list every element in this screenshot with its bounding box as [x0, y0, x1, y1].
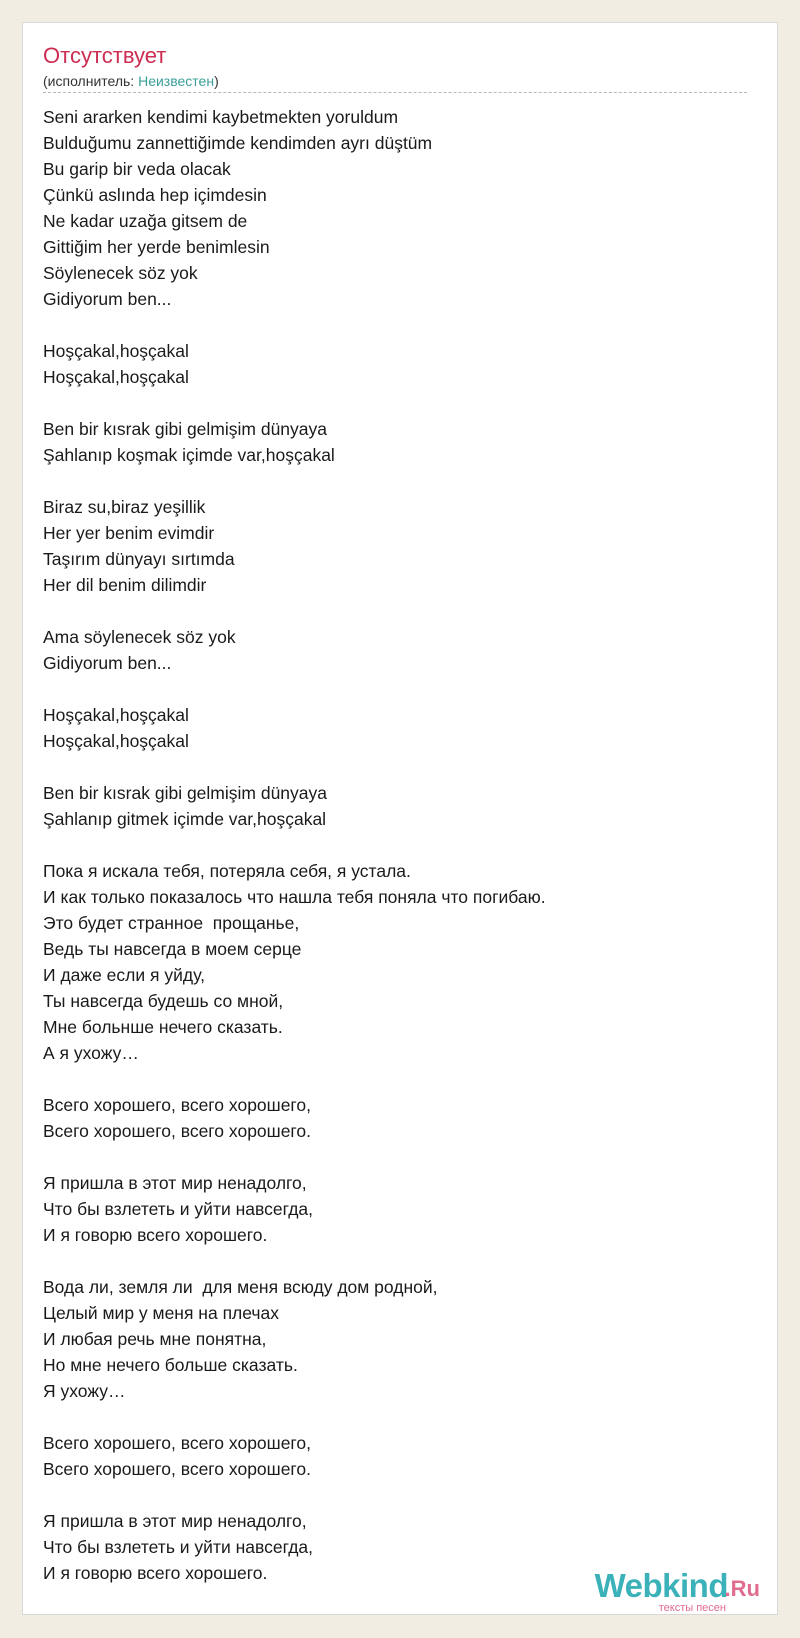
logo-tagline: тексты песен: [658, 1602, 726, 1614]
lyric-line: Hoşçakal,hoşçakal: [43, 731, 189, 751]
stanza-break: [43, 1482, 743, 1508]
lyric-line: Çünkü aslında hep içimdesin: [43, 185, 267, 205]
stanza-break: [43, 312, 743, 338]
stanza-break: [43, 832, 743, 858]
song-title: Отсутствует: [43, 43, 167, 68]
header-divider: [43, 92, 747, 93]
lyric-line: Seni ararken kendimi kaybetmekten yoruldum: [43, 107, 399, 127]
lyric-line: Я ухожу…: [43, 1381, 126, 1401]
stanza-break: [43, 1248, 743, 1274]
stanza-break: [43, 676, 743, 702]
lyric-line: Bulduğumu zannettiğimde kendimden ayrı düştüm: [43, 133, 433, 153]
lyric-line: Я пришла в этот мир ненадолго,: [43, 1173, 307, 1193]
lyric-line: И я говорю всего хорошего.: [43, 1225, 268, 1245]
logo-domain: .Ru: [724, 1576, 760, 1601]
lyric-line: Целый мир у меня на плечах: [43, 1303, 280, 1323]
lyric-line: Что бы взлететь и уйти навсегда,: [43, 1537, 313, 1557]
lyric-line: Ben bir kısrak gibi gelmişim dünyaya: [43, 783, 328, 803]
lyric-line: Ведь ты навсегда в моем серце: [43, 939, 302, 959]
lyric-line: Ben bir kısrak gibi gelmişim dünyaya: [43, 419, 328, 439]
lyric-line: Всего хорошего, всего хорошего.: [43, 1459, 312, 1479]
stanza-break: [43, 1404, 743, 1430]
lyric-line: Ты навсегда будешь со мной,: [43, 991, 284, 1011]
lyric-line: Но мне нечего больше сказать.: [43, 1355, 298, 1375]
lyric-line: А я ухожу…: [43, 1043, 139, 1063]
lyric-line: Это будет странное прощанье,: [43, 913, 300, 933]
stanza-break: [43, 1144, 743, 1170]
lyric-line: Taşırım dünyayı sırtımda: [43, 549, 235, 569]
lyric-line: Hoşçakal,hoşçakal: [43, 367, 189, 387]
lyric-line: Всего хорошего, всего хорошего,: [43, 1433, 312, 1453]
artist-prefix: (исполнитель:: [43, 73, 139, 89]
lyric-line: И как только показалось что нашла тебя поняла что погибаю.: [43, 887, 546, 907]
logo-wordmark: Webkind: [594, 1567, 728, 1604]
lyric-line: Hoşçakal,hoşçakal: [43, 705, 189, 725]
lyric-line: Что бы взлететь и уйти навсегда,: [43, 1199, 313, 1219]
site-logo[interactable]: [560, 1568, 760, 1614]
lyrics-text: [43, 104, 743, 1586]
lyric-line: И я говорю всего хорошего.: [43, 1563, 268, 1583]
lyric-line: Her dil benim dilimdir: [43, 575, 207, 595]
lyric-line: Her yer benim evimdir: [43, 523, 215, 543]
stanza-break: [43, 598, 743, 624]
lyric-line: Hoşçakal,hoşçakal: [43, 341, 189, 361]
stanza-break: [43, 754, 743, 780]
stanza-break: [43, 1066, 743, 1092]
lyric-line: Biraz su,biraz yeşillik: [43, 497, 206, 517]
lyric-line: Ne kadar uzağa gitsem de: [43, 211, 248, 231]
stanza-break: [43, 468, 743, 494]
lyrics-card: [22, 22, 778, 1615]
lyric-line: Мне больнше нечего сказать.: [43, 1017, 283, 1037]
lyric-line: Вода ли, земля ли для меня всюду дом родной,: [43, 1277, 438, 1297]
lyric-line: Всего хорошего, всего хорошего.: [43, 1121, 312, 1141]
lyric-line: Всего хорошего, всего хорошего,: [43, 1095, 312, 1115]
lyric-line: Söylenecek söz yok: [43, 263, 198, 283]
lyric-line: Şahlanıp gitmek içimde var,hoşçakal: [43, 809, 327, 829]
lyric-line: И любая речь мне понятна,: [43, 1329, 267, 1349]
lyric-line: Şahlanıp koşmak içimde var,hoşçakal: [43, 445, 335, 465]
artist-line: [43, 73, 219, 89]
artist-link[interactable]: Неизвестен: [138, 73, 215, 89]
lyric-line: Пока я искала тебя, потеряла себя, я устала.: [43, 861, 411, 881]
lyric-line: Ama söylenecek söz yok: [43, 627, 236, 647]
stanza-break: [43, 390, 743, 416]
lyric-line: Bu garip bir veda olacak: [43, 159, 231, 179]
lyric-line: Gidiyorum ben...: [43, 289, 172, 309]
lyric-line: Gittiğim her yerde benimlesin: [43, 237, 270, 257]
lyric-line: Я пришла в этот мир ненадолго,: [43, 1511, 307, 1531]
artist-suffix: ): [214, 73, 219, 89]
lyric-line: И даже если я уйду,: [43, 965, 205, 985]
lyric-line: Gidiyorum ben...: [43, 653, 172, 673]
